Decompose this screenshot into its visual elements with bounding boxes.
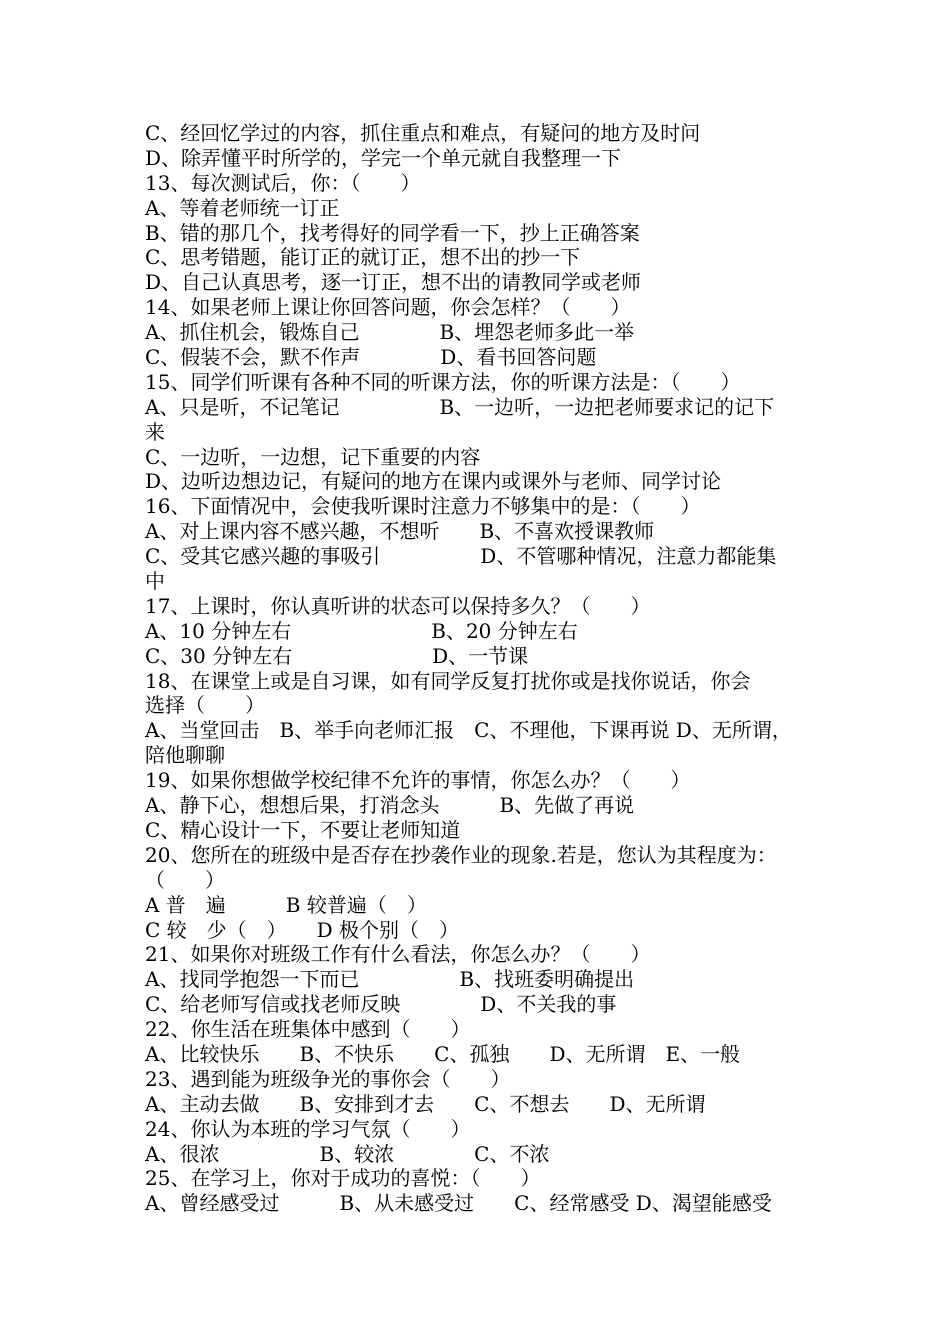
option-line: A、静下心，想想后果，打消念头 B、先做了再说 [145,793,635,818]
question-16: 16、下面情况中，会使我听课时注意力不够集中的是：（ ） [145,494,701,519]
question-24: 24、你认为本班的学习气氛（ ） [145,1116,471,1141]
option-line: A、抓住机会，锻炼自己 B、埋怨老师多此一举 [145,320,635,345]
question-18-cont: 选择（ ） [145,693,265,718]
question-13: 13、每次测试后，你：（ ） [145,170,421,195]
question-17: 17、上课时，你认真听讲的状态可以保持多久？（ ） [145,593,651,618]
question-15: 15、同学们听课有各种不同的听课方法，你的听课方法是：（ ） [145,369,741,394]
question-20-cont: （ ） [145,867,225,892]
option-line: A、很浓 B、较浓 C、不浓 [145,1141,550,1166]
option-line: A、等着老师统一订正 [145,195,340,220]
question-19: 19、如果你想做学校纪律不允许的事情，你怎么办？（ ） [145,768,691,793]
option-line: C、一边听，一边想，记下重要的内容 [145,444,481,469]
option-line: A、10 分钟左右 B、20 分钟左右 [145,618,578,643]
option-line: C、受其它感兴趣的事吸引 D、不管哪种情况，注意力都能集 [145,544,777,569]
document-page [145,121,835,1216]
question-22: 22、你生活在班集体中感到（ ） [145,1017,471,1042]
option-line: A、比较快乐 B、不快乐 C、孤独 D、无所谓 E、一般 [145,1041,741,1066]
question-18: 18、在课堂上或是自习课，如有同学反复打扰你或是找你说话，你会 [145,668,751,693]
text-line: D、除弄懂平时所学的，学完一个单元就自我整理一下 [145,145,622,170]
option-line: D、边听边想边记，有疑问的地方在课内或课外与老师、同学讨论 [145,469,722,494]
question-14: 14、如果老师上课让你回答问题，你会怎样？（ ） [145,295,631,320]
option-line: C、思考错题，能订正的就订正，想不出的抄一下 [145,245,581,270]
option-line: A、曾经感受过 B、从未感受过 C、经常感受 D、渴望能感受 [145,1191,772,1216]
option-line: C、精心设计一下，不要让老师知道 [145,817,461,842]
option-line: C 较 少（ ） D 极个别（ ） [145,917,460,942]
question-21: 21、如果你对班级工作有什么看法，你怎么办？（ ） [145,942,651,967]
option-line: 陪他聊聊 [145,743,225,768]
option-line: 中 [145,569,165,594]
option-line: D、自己认真思考，逐一订正，想不出的请教同学或老师 [145,270,642,295]
question-20: 20、您所在的班级中是否存在抄袭作业的现象.若是，您认为其程度为： [145,842,777,867]
option-line: B、错的那几个，找考得好的同学看一下，抄上正确答案 [145,220,640,245]
option-line: C、假装不会，默不作声 D、看书回答问题 [145,345,597,370]
option-line: A、只是听，不记笔记 B、一边听，一边把老师要求记的记下 [145,394,775,419]
option-line: A 普 遍 B 较普遍（ ） [145,892,427,917]
option-line: 来 [145,419,165,444]
question-25: 25、在学习上，你对于成功的喜悦：（ ） [145,1166,541,1191]
option-line: C、给老师写信或找老师反映 D、不关我的事 [145,992,617,1017]
option-line: A、当堂回击 B、举手向老师汇报 C、不理他，下课再说 D、无所谓， [145,718,792,743]
option-line: A、找同学抱怨一下而已 B、找班委明确提出 [145,967,635,992]
option-line: A、对上课内容不感兴趣，不想听 B、不喜欢授课教师 [145,519,655,544]
question-23: 23、遇到能为班级争光的事你会（ ） [145,1066,511,1091]
option-line: A、主动去做 B、安排到才去 C、不想去 D、无所谓 [145,1091,706,1116]
text-line: C、经回忆学过的内容，抓住重点和难点，有疑问的地方及时问 [145,121,701,145]
option-line: C、30 分钟左右 D、一节课 [145,643,529,668]
